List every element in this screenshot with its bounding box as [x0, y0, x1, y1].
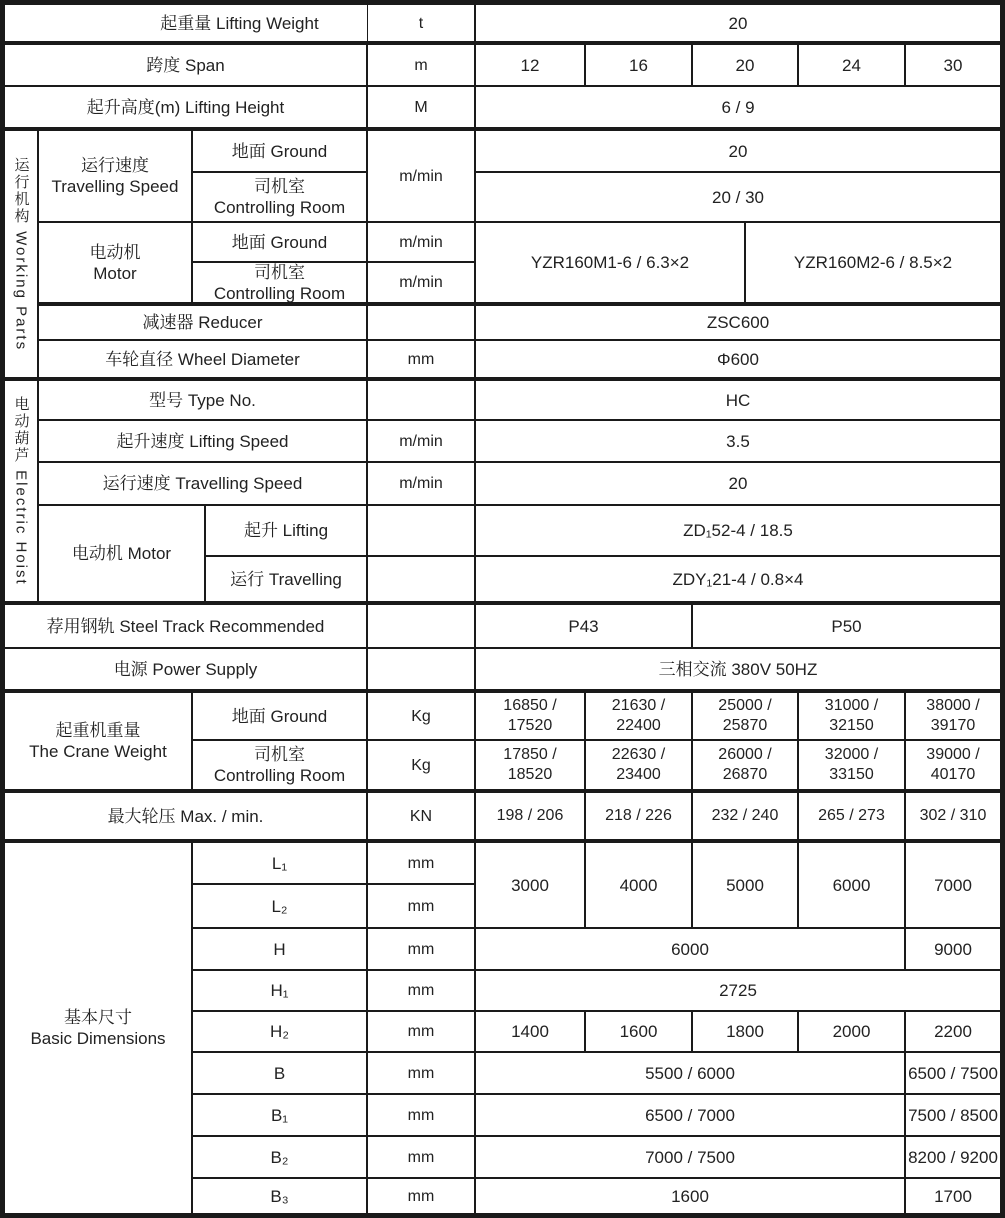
value-dim-h2-5: 2200	[905, 1011, 1001, 1052]
value-dim-l-3: 5000	[692, 840, 798, 928]
row-label-en: Controlling Room	[213, 766, 346, 785]
value-hoist-lifting-speed: 3.5	[475, 420, 1001, 462]
row-label-power-supply: 电源 Power Supply	[4, 648, 367, 690]
value-mwp-5: 302 / 310	[905, 790, 1001, 840]
row-label-ts-ground: 地面 Ground	[192, 128, 367, 172]
value-power-supply: 三相交流 380V 50HZ	[475, 648, 1001, 690]
group-label-crane-weight	[4, 690, 192, 790]
value-span-2: 16	[585, 42, 692, 86]
group-label-cn: 起重机重量	[55, 721, 141, 740]
value-cw-ground-5: 38000 / 39170	[905, 690, 1001, 740]
unit-hoist-motor-lifting-empty	[367, 505, 475, 556]
unit-wp-motor-ground: m/min	[367, 222, 475, 262]
row-label-hoist-motor-lifting: 起升 Lifting	[205, 505, 367, 556]
row-label-text: 起重量 Lifting Weight	[160, 13, 319, 33]
unit-cw-ground: Kg	[367, 690, 475, 740]
value-dim-h1: 2725	[475, 970, 1001, 1011]
value-dim-b2-right: 8200 / 9200	[905, 1136, 1001, 1178]
value-lifting-weight: 20	[475, 4, 1001, 42]
unit-dim-b2: mm	[367, 1136, 475, 1178]
group-label-cn: 基本尺寸	[64, 1008, 132, 1027]
value-cw-ground-1: 16850 / 17520	[475, 690, 585, 740]
value-lifting-height: 6 / 9	[475, 86, 1001, 128]
row-label-dim-h: H	[192, 928, 367, 970]
row-label-cn: 司机室	[254, 745, 305, 764]
value-dim-b-left: 5500 / 6000	[475, 1052, 905, 1094]
unit-dim-b1: mm	[367, 1094, 475, 1136]
row-label-hoist-travelling-speed: 运行速度 Travelling Speed	[38, 462, 367, 505]
unit-dim-b: mm	[367, 1052, 475, 1094]
row-label-reducer: 减速器 Reducer	[38, 303, 367, 340]
subgroup-label-cn: 电动机	[89, 242, 141, 262]
unit-span: m	[367, 42, 475, 86]
value-ts-ground: 20	[475, 128, 1001, 172]
row-label-cn: 司机室	[254, 262, 305, 282]
unit-lifting-height: M	[367, 86, 475, 128]
value-cw-cr-2: 22630 / 23400	[585, 740, 692, 790]
row-label-dim-b1: B₁	[192, 1094, 367, 1136]
value-dim-b3-right: 1700	[905, 1178, 1001, 1214]
row-label-en: Controlling Room	[213, 198, 346, 217]
value-dim-h-right: 9000	[905, 928, 1001, 970]
unit-type-no-empty	[367, 378, 475, 420]
value-cw-ground-3: 25000 / 25870	[692, 690, 798, 740]
value-type-no: HC	[475, 378, 1001, 420]
value-cw-ground-4: 31000 / 32150	[798, 690, 905, 740]
row-label-dim-b2: B₂	[192, 1136, 367, 1178]
subgroup-label-cn: 运行速度	[81, 156, 149, 175]
row-label-dim-l1: L₁	[192, 840, 367, 884]
value-mwp-1: 198 / 206	[475, 790, 585, 840]
value-dim-l-2: 4000	[585, 840, 692, 928]
group-label-en: Basic Dimensions	[30, 1029, 166, 1048]
value-dim-l-5: 7000	[905, 840, 1001, 928]
value-reducer: ZSC600	[475, 303, 1001, 340]
value-cw-cr-4: 32000 / 33150	[798, 740, 905, 790]
subgroup-label-en: Motor	[93, 263, 137, 283]
unit-power-supply-empty	[367, 648, 475, 690]
unit-reducer-empty	[367, 303, 475, 340]
unit-wp-motor-controlling-room: m/min	[367, 262, 475, 303]
value-span-4: 24	[798, 42, 905, 86]
value-hoist-travelling-speed: 20	[475, 462, 1001, 505]
row-label-max-wheel-pressure: 最大轮压 Max. / min.	[4, 790, 367, 840]
unit-hoist-lifting-speed: m/min	[367, 420, 475, 462]
value-cw-ground-2: 21630 / 22400	[585, 690, 692, 740]
value-steel-track-p50: P50	[692, 602, 1001, 648]
row-label-dim-h2: H₂	[192, 1011, 367, 1052]
value-dim-h2-4: 2000	[798, 1011, 905, 1052]
row-label-dim-l2: L₂	[192, 884, 367, 928]
value-mwp-4: 265 / 273	[798, 790, 905, 840]
value-dim-b1-right: 7500 / 8500	[905, 1094, 1001, 1136]
row-label-wp-motor-ground: 地面 Ground	[192, 222, 367, 262]
row-label-hoist-lifting-speed: 起升速度 Lifting Speed	[38, 420, 367, 462]
row-label-dim-b: B	[192, 1052, 367, 1094]
value-span-5: 30	[905, 42, 1001, 86]
subgroup-label-travelling-speed	[38, 128, 192, 222]
unit-dim-h1: mm	[367, 970, 475, 1011]
value-dim-l-1: 3000	[475, 840, 585, 928]
value-hoist-motor-travelling: ZDY₁21-4 / 0.8×4	[475, 556, 1001, 602]
row-label-lifting-height: 起升高度(m) Lifting Height	[4, 86, 367, 128]
value-dim-b2-left: 7000 / 7500	[475, 1136, 905, 1178]
group-label-electric-hoist: 电动葫芦 Electric Hoist	[4, 378, 38, 602]
value-dim-b1-left: 6500 / 7000	[475, 1094, 905, 1136]
row-label-dim-h1: H₁	[192, 970, 367, 1011]
row-label-cw-ground: 地面 Ground	[192, 690, 367, 740]
value-dim-h-left: 6000	[475, 928, 905, 970]
group-label-en: The Crane Weight	[29, 742, 167, 761]
value-span-1: 12	[475, 42, 585, 86]
value-steel-track-p43: P43	[475, 602, 692, 648]
row-label-wheel-diameter: 车轮直径 Wheel Diameter	[38, 340, 367, 378]
value-dim-l-4: 6000	[798, 840, 905, 928]
unit-dim-l1: mm	[367, 840, 475, 884]
subgroup-label-hoist-motor: 电动机 Motor	[38, 505, 205, 602]
row-label-ts-controlling-room	[192, 172, 367, 222]
value-span-3: 20	[692, 42, 798, 86]
row-label-steel-track: 荐用钢轨 Steel Track Recommended	[4, 602, 367, 648]
row-label-wp-motor-controlling-room	[192, 262, 367, 303]
value-mwp-3: 232 / 240	[692, 790, 798, 840]
value-dim-h2-1: 1400	[475, 1011, 585, 1052]
unit-max-wheel-pressure: KN	[367, 790, 475, 840]
group-label-working-parts: 运行机构 Working Parts	[4, 128, 38, 378]
unit-steel-track-empty	[367, 602, 475, 648]
unit-dim-h2: mm	[367, 1011, 475, 1052]
value-dim-h2-3: 1800	[692, 1011, 798, 1052]
unit-dim-b3: mm	[367, 1178, 475, 1214]
unit-cw-controlling-room: Kg	[367, 740, 475, 790]
row-label-span: 跨度 Span	[4, 42, 367, 86]
subgroup-label-wp-motor	[38, 222, 192, 303]
unit-dim-h: mm	[367, 928, 475, 970]
unit-lifting-weight: t	[367, 4, 475, 42]
value-wp-motor-left: YZR160M1-6 / 6.3×2	[475, 222, 745, 303]
value-hoist-motor-lifting: ZD₁52-4 / 18.5	[475, 505, 1001, 556]
value-dim-b3-left: 1600	[475, 1178, 905, 1214]
row-label-cw-controlling-room	[192, 740, 367, 790]
value-dim-b-right: 6500 / 7500	[905, 1052, 1001, 1094]
unit-hoist-travelling-speed: m/min	[367, 462, 475, 505]
group-label-basic-dimensions	[4, 840, 192, 1214]
value-cw-cr-1: 17850 / 18520	[475, 740, 585, 790]
value-wp-motor-right: YZR160M2-6 / 8.5×2	[745, 222, 1001, 303]
unit-travelling-speed: m/min	[367, 128, 475, 222]
unit-dim-l2: mm	[367, 884, 475, 928]
value-dim-h2-2: 1600	[585, 1011, 692, 1052]
row-label-dim-b3: B₃	[192, 1178, 367, 1214]
value-ts-controlling-room: 20 / 30	[475, 172, 1001, 222]
value-mwp-2: 218 / 226	[585, 790, 692, 840]
value-cw-cr-5: 39000 / 40170	[905, 740, 1001, 790]
row-label-en: Controlling Room	[213, 283, 346, 303]
row-label-type-no: 型号 Type No.	[38, 378, 367, 420]
subgroup-label-en: Travelling Speed	[51, 177, 179, 196]
row-label-cn: 司机室	[254, 177, 305, 196]
unit-hoist-motor-travelling-empty	[367, 556, 475, 602]
unit-wheel-diameter: mm	[367, 340, 475, 378]
value-wheel-diameter: Φ600	[475, 340, 1001, 378]
row-label-hoist-motor-travelling: 运行 Travelling	[205, 556, 367, 602]
value-cw-cr-3: 26000 / 26870	[692, 740, 798, 790]
